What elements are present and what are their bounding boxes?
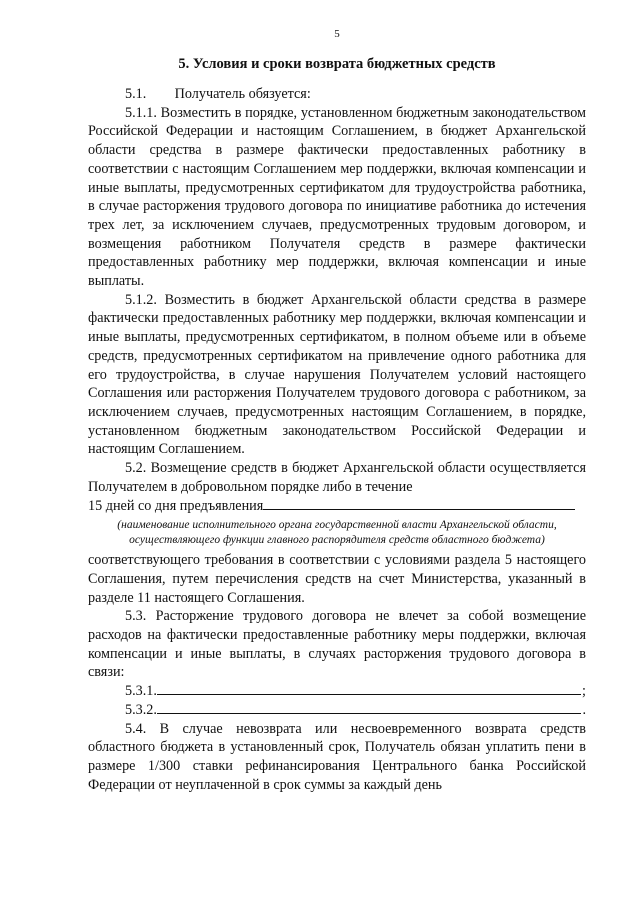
clause-5-3-1-end: ; <box>582 683 586 700</box>
clause-5-1-2: 5.1.2. Возместить в бюджет Архангельской области средства в размере фактически предоставленных работнику мер поддержки, включая компенсации и иные выплаты, предусмотренных сертификатом, в полном объеме или в объеме средств, предусмотренных сертификатом на привлечение одного работника для его трудоустройства, в случае нарушения Получателем условий настоящего Соглашения или расторжения Получателем трудового договора с работником, за исключением случаев, предусмотренных настоящим Соглашением, в порядке, установленном бюджетным законодательством Российской Федерации и настоящим Соглашением. <box>88 291 586 458</box>
page-number: 5 <box>334 28 340 40</box>
clause-5-1: 5.1. Получатель обязуется: <box>125 86 311 102</box>
section-title: 5. Условия и сроки возврата бюджетных средств <box>178 56 496 72</box>
authority-name-blank <box>263 496 575 510</box>
clause-5-2-end: соответствующего требования в соответствии с условиями раздела 5 настоящего Соглашения, путем перечисления средств на счет Министерства, указанный в разделе 11 настоящего Соглашения. <box>88 552 586 606</box>
clause-5-3: 5.3. Расторжение трудового договора не влечет за собой возмещение расходов на фактически предоставленные работнику меры поддержки, включая компенсации и иные выплаты, в случаях расторжения трудового договора в связи: <box>88 608 586 681</box>
clause-5-3-1-blank <box>157 682 581 695</box>
clause-5-3-2 <box>88 701 586 720</box>
clause-5-2-fill-prefix: 15 дней со дня предъявления <box>88 498 264 515</box>
clause-5-3-2-blank <box>157 701 582 714</box>
clause-5-3-2-label: 5.3.2. <box>125 701 157 718</box>
authority-caption: (наименование исполнительного органа государственной власти Архангельской области, осуществляющего функции главного распорядителя средств областного бюджета) <box>117 519 557 546</box>
clause-5-3-2-end: . <box>582 701 586 718</box>
clause-5-1-1: 5.1.1. Возместить в порядке, установленном бюджетным законодательством Российской Федерации и настоящим Соглашением, в бюджет Архангельской области средства в размере фактически предоставленных работнику в соответствии с настоящим Соглашением мер поддержки, включая компенсации и иные выплаты, предусмотренных сертификатом для трудоустройства работника, в случае расторжения трудового договора по инициативе работника до истечения трех лет, за исключением случаев, предусмотренных трудовым договором, и возмещения работником Получателя средств в размере фактически предоставленных работнику мер поддержки, включая компенсации и иные выплаты. <box>88 104 586 290</box>
clause-5-2-start: 5.2. Возмещение средств в бюджет Архангельской области осуществляется Получателем в добровольном порядке либо в течение <box>88 460 586 495</box>
clause-5-4: 5.4. В случае невозврата или несвоевременного возврата средств областного бюджета в установленный срок, Получатель обязан уплатить пени в размере 1/300 ставки рефинансирования Центрального банка Российской Федерации от неуплаченной в срок суммы за каждый день <box>88 720 586 793</box>
clause-5-3-1 <box>88 682 586 701</box>
clause-5-3-1-label: 5.3.1. <box>125 683 157 700</box>
clause-5-2-fill-line <box>88 496 586 516</box>
